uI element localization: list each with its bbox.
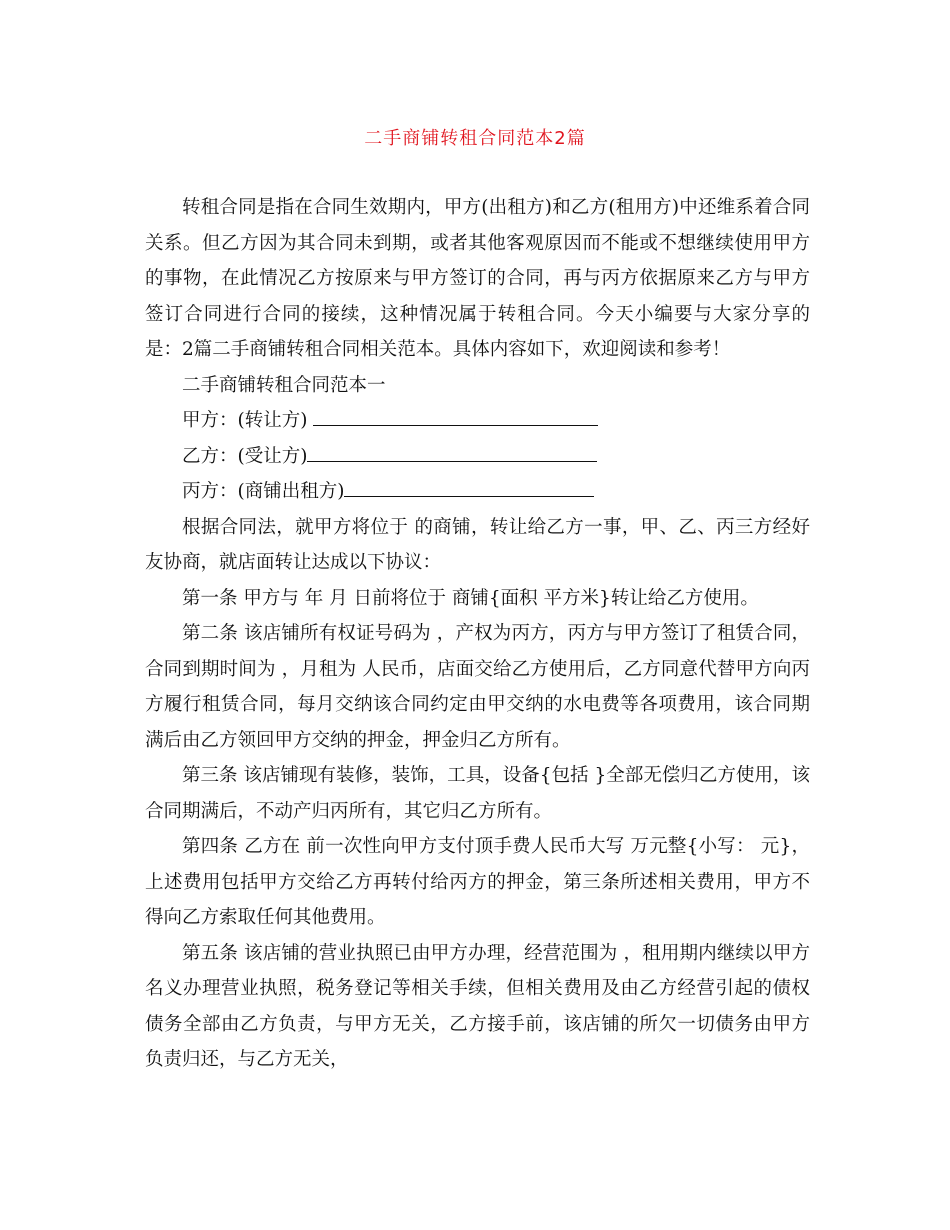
party-b-line	[145, 439, 810, 475]
party-b-blank	[307, 441, 597, 462]
article-1: 第一条 甲方与 年 月 日前将位于 商铺{面积 平方米}转让给乙方使用。	[182, 587, 759, 609]
party-c-line	[145, 474, 810, 510]
party-b-label: 乙方：(受让方)	[182, 445, 308, 467]
intro-paragraph: 转租合同是指在合同生效期内，甲方(出租方)和乙方(租用方)中还维系着合同关系。但乙方因为其合同未到期，或者其他客观原因而不能或不想继续使用甲方的事物，在此情况乙方按原来与甲方签订的合同，再与丙方依据原来乙方与甲方签订合同进行合同的接续，这种情况属于转租合同。今天小编要与大家分享的是：2篇二手商铺转租合同相关范本。具体内容如下，欢迎阅读和参考！	[145, 197, 810, 360]
document-title: 二手商铺转租合同范本2篇	[364, 128, 586, 149]
party-a-line	[145, 403, 810, 439]
section-heading: 二手商铺转租合同范本一	[182, 374, 386, 396]
article-5: 第五条 该店铺的营业执照已由甲方办理，经营范围为 ，租用期内继续以甲方名义办理营业执照，税务登记等相关手续，但相关费用及由乙方经营引起的债权债务全部由乙方负责，与甲方无关，乙方接手前，该店铺的所欠一切债务由甲方负责归还，与乙方无关，	[145, 942, 810, 1070]
article-4: 第四条 乙方在 前一次性向甲方支付顶手费人民币大写 万元整{小写： 元}，上述费用包括甲方交给乙方再转付给丙方的押金，第三条所述相关费用，甲方不得向乙方索取任何其他费用。	[145, 836, 810, 928]
party-a-blank	[313, 405, 598, 426]
preamble-paragraph: 根据合同法，就甲方将位于 的商铺，转让给乙方一事，甲、乙、丙三方经好友协商，就店面转让达成以下协议：	[145, 516, 810, 573]
article-3: 第三条 该店铺现有装修，装饰，工具，设备{包括 }全部无偿归乙方使用，该合同期满后，不动产归丙所有，其它归乙方所有。	[145, 765, 810, 822]
party-c-blank	[344, 476, 594, 497]
article-2: 第二条 该店铺所有权证号码为 ，产权为丙方，丙方与甲方签订了租赁合同，合同到期时间为 ，月租为 人民币，店面交给乙方使用后，乙方同意代替甲方向丙方履行租赁合同，每月交纳该合同约定由甲交纳的水电费等各项费用，该合同期满后由乙方领回甲方交纳的押金，押金归乙方所有。	[145, 623, 810, 751]
document-body	[145, 190, 810, 1078]
party-a-label: 甲方：(转让方)	[182, 410, 314, 431]
party-c-label: 丙方：(商铺出租方)	[182, 481, 345, 502]
